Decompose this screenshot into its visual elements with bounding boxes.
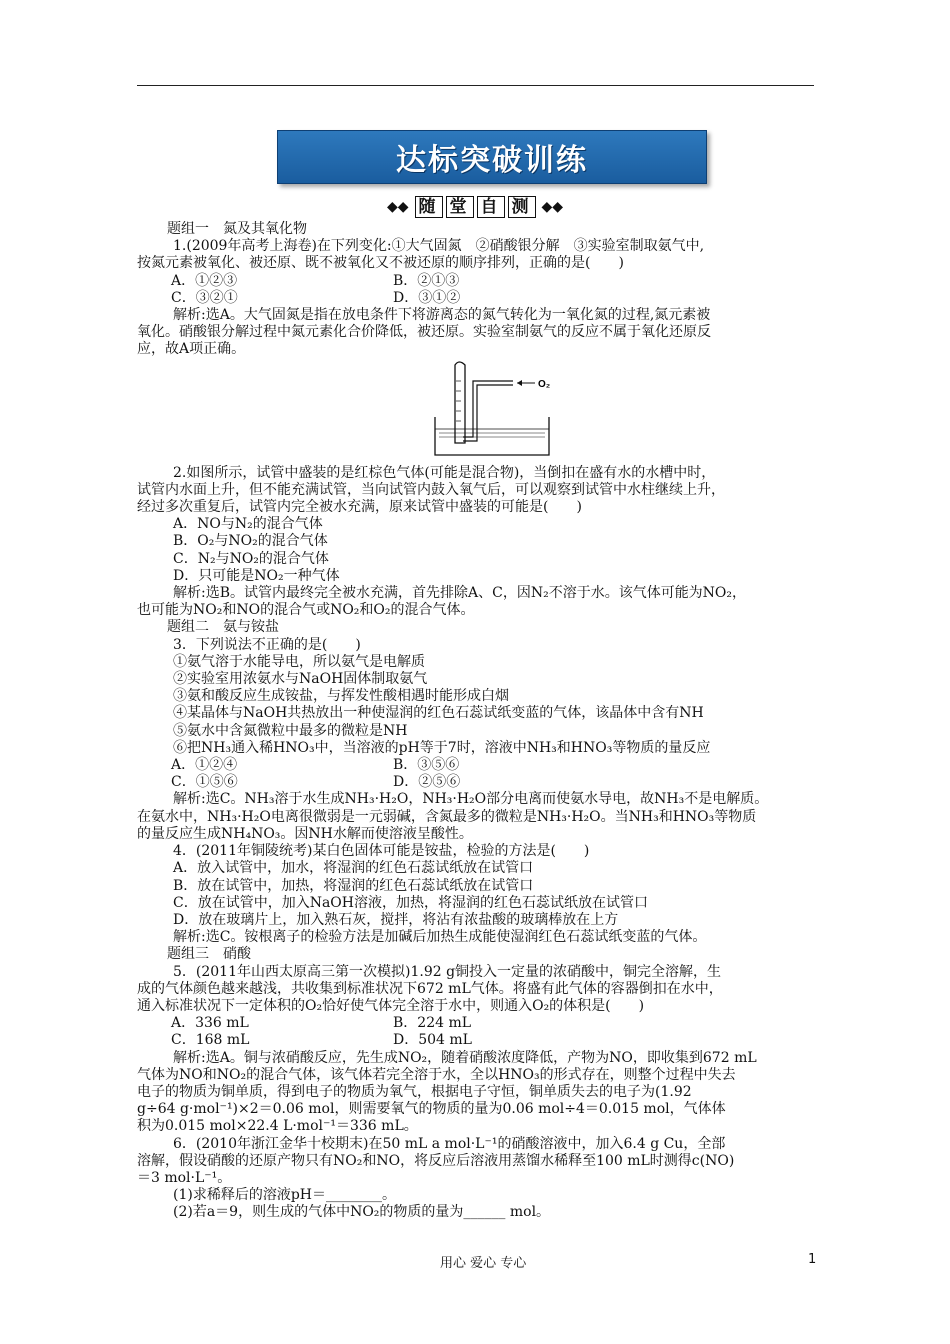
question-line: 6．(2010年浙江金华十校期末)在50 mL a mol·L⁻¹的硝酸溶液中，加入6.4 g Cu，全部 — [173, 1135, 726, 1152]
sub-char: 测 — [508, 196, 536, 218]
question-line: 成的气体颜色越来越浅，共收集到标准状况下672 mL气体。将盛有此气体的容器倒扣在水中， — [137, 980, 723, 997]
option-row — [137, 1015, 817, 1032]
question-line: 4．(2011年铜陵统考)某白色固体可能是铵盐，检验的方法是( ) — [173, 843, 590, 860]
option-b: B．②①③ — [393, 272, 460, 289]
banner-title: 达标突破训练 — [396, 143, 588, 178]
question-line: 经过多次重复后，试管内完全被水充满，原来试管中盛装的可能是( ) — [137, 499, 582, 516]
sub-banner-label — [415, 196, 536, 218]
explanation-line: 也可能为NO₂和NO的混合气或NO₂和O₂的混合气体。 — [137, 602, 475, 619]
header-rule — [137, 85, 814, 86]
statement-line: ⑥把NH₃通入稀HNO₃中，当溶液的pH等于7时，溶液中NH₃和HNO₃等物质的量反应 — [173, 739, 711, 756]
explanation-line: 氧化。硝酸银分解过程中氮元素化合价降低，被还原。实验室制氨气的反应不属于氧化还原反 — [137, 324, 711, 341]
explanation-line: 应，故A项正确。 — [137, 341, 246, 358]
option-a: A．336 mL — [171, 1015, 249, 1032]
page-number: 1 — [808, 1252, 817, 1267]
explanation-line: 在氨水中，NH₃·H₂O电离很微弱是一元弱碱，含氮最多的微粒是NH₃·H₂O。当NH₃和HNO₃等物质 — [137, 808, 757, 825]
o2-label: O₂ — [538, 378, 551, 390]
option-a: A．①②③ — [171, 272, 238, 289]
option-d: D．③①② — [393, 289, 461, 306]
question-line: 1.(2009年高考上海卷)在下列变化:①大气固氮 ②硝酸银分解 ③实验室制取氨气中, — [173, 238, 705, 255]
option-c: C．①⑤⑥ — [171, 774, 238, 791]
option-d: D．504 mL — [393, 1032, 472, 1049]
statement-line: ①氨气溶于水能导电，所以氨气是电解质 — [173, 653, 425, 670]
explanation-line: 气体为NO和NO₂的混合气体，该气体若完全溶于水，全以HNO₃的形式存在，则整个过程中失去 — [137, 1066, 736, 1083]
option-a: A．①②④ — [171, 757, 238, 774]
test-tube-diagram — [427, 359, 577, 459]
explanation-line: 解析:选C。铵根离子的检验方法是加碱后加热生成能使湿润红色石蕊试纸变蓝的气体。 — [173, 929, 707, 946]
question-line: 2.如图所示，试管中盛装的是红棕色气体(可能是混合物)，当倒扣在盛有水的水槽中时， — [173, 464, 716, 481]
option-b: B．③⑤⑥ — [393, 757, 460, 774]
sub-banner — [360, 193, 590, 221]
option-row — [137, 290, 817, 307]
sub-char: 自 — [477, 196, 505, 218]
option-d: D．只可能是NO₂一种气体 — [173, 567, 340, 584]
option-b: B．放在试管中，加热，将湿润的红色石蕊试纸放在试管口 — [173, 877, 534, 894]
statement-line: ⑤氨水中含氮微粒中最多的微粒是NH — [173, 722, 408, 739]
option-row — [137, 1032, 817, 1049]
question-line: 3．下列说法不正确的是( ) — [173, 636, 361, 653]
option-row — [137, 774, 817, 791]
explanation-line: 解析:选C。NH₃溶于水生成NH₃·H₂O，NH₃·H₂O部分电离而使氨水导电，故NH₃不是电解质。 — [173, 791, 769, 808]
question-line: 溶解，假设硝酸的还原产物只有NO₂和NO，将反应后溶液用蒸馏水稀释至100 mL时测得c(NO) — [137, 1152, 735, 1169]
explanation-line: 解析:选A。铜与浓硝酸反应，先生成NO₂，随着硝酸浓度降低，产物为NO，即收集到672 mL — [173, 1049, 757, 1066]
group-title: 题组一 氮及其氧化物 — [167, 221, 307, 237]
option-c: C．168 mL — [171, 1032, 250, 1049]
question-line: 按氮元素被氧化、被还原、既不被氧化又不被还原的顺序排列，正确的是( ) — [137, 255, 624, 272]
section-banner — [277, 130, 707, 184]
group-title: 题组三 硝酸 — [167, 946, 251, 963]
explanation-line: 积为0.015 mol×22.4 L·mol⁻¹＝336 mL。 — [137, 1118, 418, 1135]
option-b: B．224 mL — [393, 1015, 472, 1032]
question-line: 通入标准状况下一定体积的O₂恰好使气体完全溶于水中，则通入O₂的体积是( ) — [137, 997, 645, 1014]
document-body — [137, 221, 817, 1222]
explanation-line: 的量反应生成NH₄NO₃。因NH水解而使溶液呈酸性。 — [137, 825, 473, 842]
option-row — [137, 757, 817, 774]
statement-line: ③氨和酸反应生成铵盐，与挥发性酸相遇时能形成白烟 — [173, 688, 509, 705]
diamond-icon: ◆◆ — [386, 199, 409, 215]
option-a: A．放入试管中，加水，将湿润的红色石蕊试纸放在试管口 — [173, 860, 534, 877]
option-c: C．放在试管中，加入NaOH溶液，加热，将湿润的红色石蕊试纸放在试管口 — [173, 894, 648, 911]
sub-question: (1)求稀释后的溶液pH＝________。 — [173, 1187, 397, 1204]
option-c: C．③②① — [171, 289, 238, 306]
option-d: D．放在玻璃片上，加入熟石灰，搅拌，将沾有浓盐酸的玻璃棒放在上方 — [173, 911, 619, 928]
question-line: 5．(2011年山西太原高三第一次模拟)1.92 g铜投入一定量的浓硝酸中，铜完全溶解，生 — [173, 963, 722, 980]
group-title: 题组二 氨与铵盐 — [167, 619, 279, 636]
explanation-line: 解析:选B。试管内最终完全被水充满，首先排除A、C，因N₂不溶于水。该气体可能为NO₂， — [173, 585, 747, 602]
explanation-line: g÷64 g·mol⁻¹)×2＝0.06 mol，则需要氧气的物质的量为0.06 mol÷4＝0.015 mol，气体体 — [137, 1101, 726, 1118]
statement-line: ②实验室用浓氨水与NaOH固体制取氨气 — [173, 671, 428, 688]
option-d: D．②⑤⑥ — [393, 774, 461, 791]
sub-char: 堂 — [446, 196, 474, 218]
option-c: C．N₂与NO₂的混合气体 — [173, 550, 329, 567]
option-b: B．O₂与NO₂的混合气体 — [173, 533, 328, 550]
question-line: 试管内水面上升，但不能充满试管，当向试管内鼓入氧气后，可以观察到试管中水柱继续上升， — [137, 481, 725, 498]
diamond-icon: ◆◆ — [541, 199, 564, 215]
explanation-line: 电子的物质为铜单质，得到电子的物质为氧气，根据电子守恒，铜单质失去的电子为(1.92 — [137, 1083, 692, 1100]
explanation-line: 解析:选A。大气固氮是指在放电条件下将游离态的氮气转化为一氧化氮的过程,氮元素被 — [173, 307, 711, 324]
sub-question: (2)若a＝9，则生成的气体中NO₂的物质的量为______ mol。 — [173, 1204, 551, 1221]
option-row — [137, 273, 817, 290]
statement-line: ④某晶体与NaOH共热放出一种使湿润的红色石蕊试纸变蓝的气体，该晶体中含有NH — [173, 705, 704, 722]
option-a: A．NO与N₂的混合气体 — [173, 516, 323, 533]
question-line: ＝3 mol·L⁻¹。 — [137, 1169, 232, 1186]
footer-motto: 用心 爱心 专心 — [440, 1256, 527, 1271]
sub-char: 随 — [415, 196, 443, 218]
apparatus-figure — [137, 359, 817, 465]
